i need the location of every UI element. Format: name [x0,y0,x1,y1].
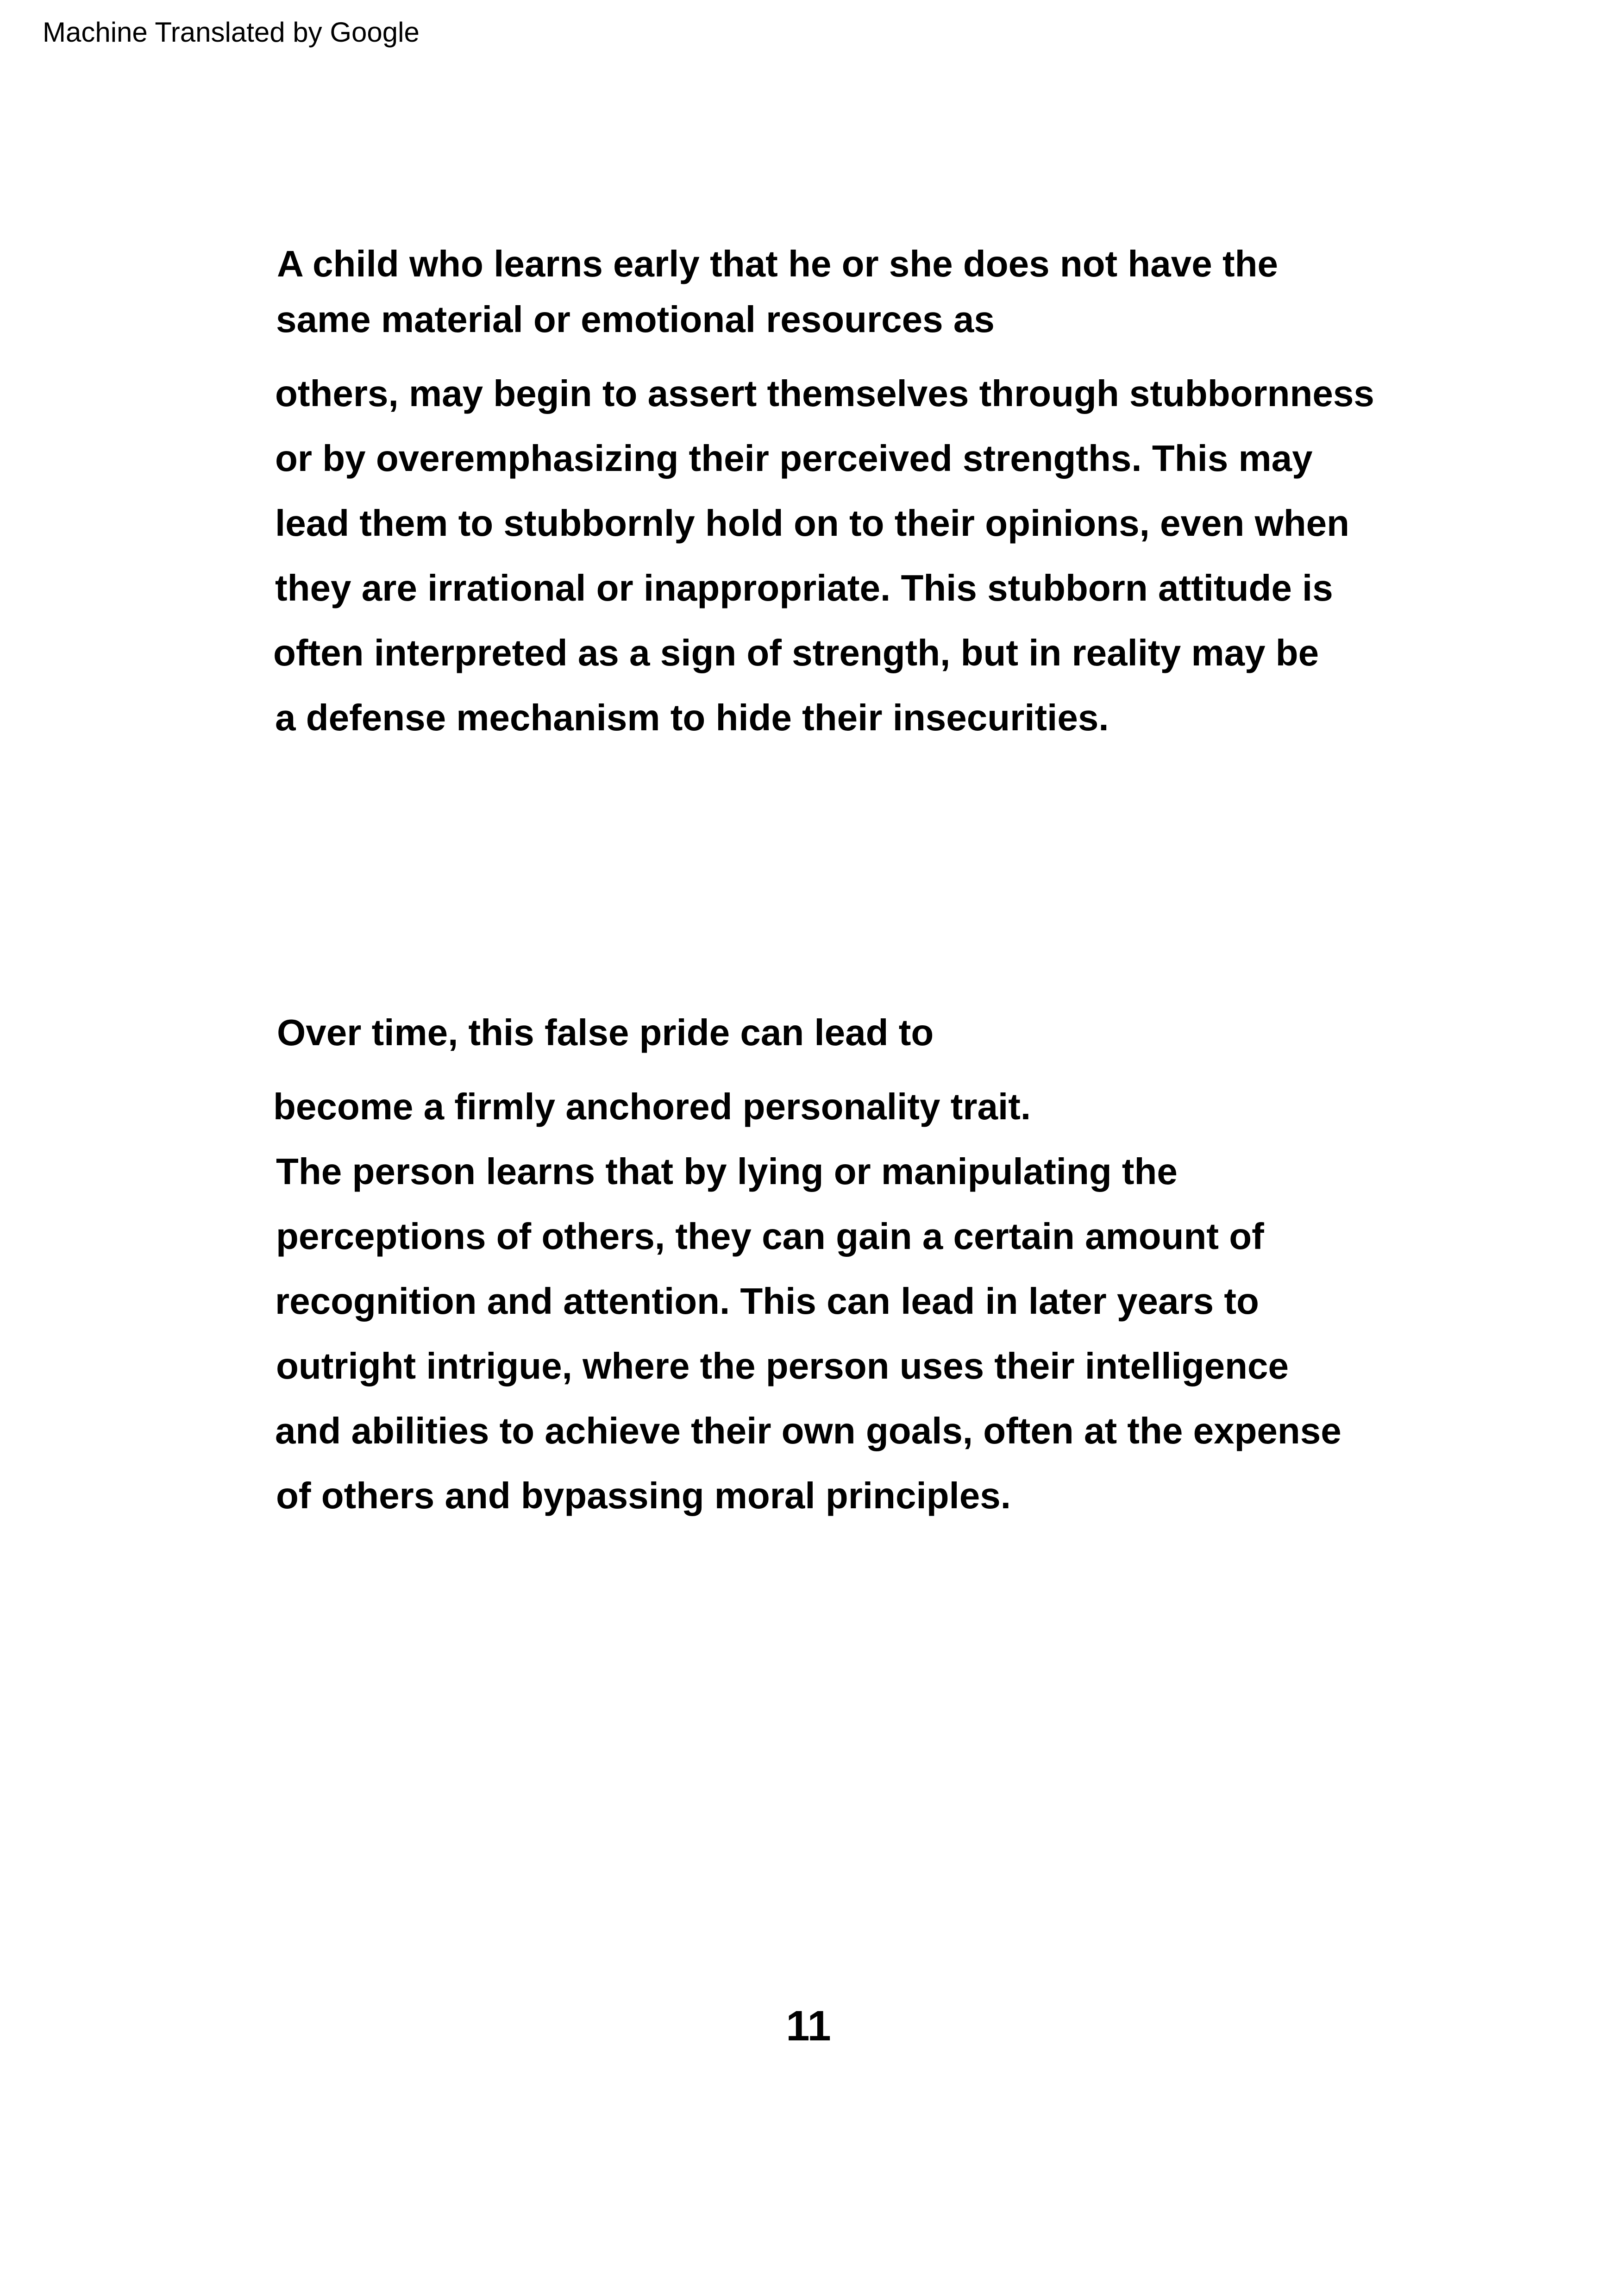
paragraph-1-line: others, may begin to assert themselves through stubbornness [275,373,1374,414]
paragraph-2-line: Over time, this false pride can lead to [277,1012,934,1053]
paragraph-2-line: of others and bypassing moral principles. [276,1475,1011,1516]
paragraph-1-line: same material or emotional resources as [276,299,995,340]
paragraph-1-line: or by overemphasizing their perceived strengths. This may [275,438,1313,479]
paragraph-2-line: become a firmly anchored personality trait. [273,1086,1031,1127]
paragraph-2-line: and abilities to achieve their own goals, often at the expense [275,1410,1341,1451]
paragraph-2-line: The person learns that by lying or manipulating the [276,1151,1178,1192]
paragraph-1-line: they are irrational or inappropriate. This stubborn attitude is [275,567,1333,609]
paragraph-2-line: perceptions of others, they can gain a certain amount of [276,1216,1264,1257]
page-number: 11 [786,2002,831,2050]
paragraph-1-line: often interpreted as a sign of strength, but in reality may be [273,632,1319,673]
machine-translation-note: Machine Translated by Google [43,17,420,48]
paragraph-2-line: recognition and attention. This can lead in later years to [275,1280,1259,1322]
paragraph-1-line: A child who learns early that he or she does not have the [277,243,1278,284]
paragraph-1-line: a defense mechanism to hide their insecurities. [275,697,1109,738]
paragraph-2-line: outright intrigue, where the person uses their intelligence [276,1345,1289,1386]
paragraph-1-line: lead them to stubbornly hold on to their opinions, even when [275,502,1350,544]
